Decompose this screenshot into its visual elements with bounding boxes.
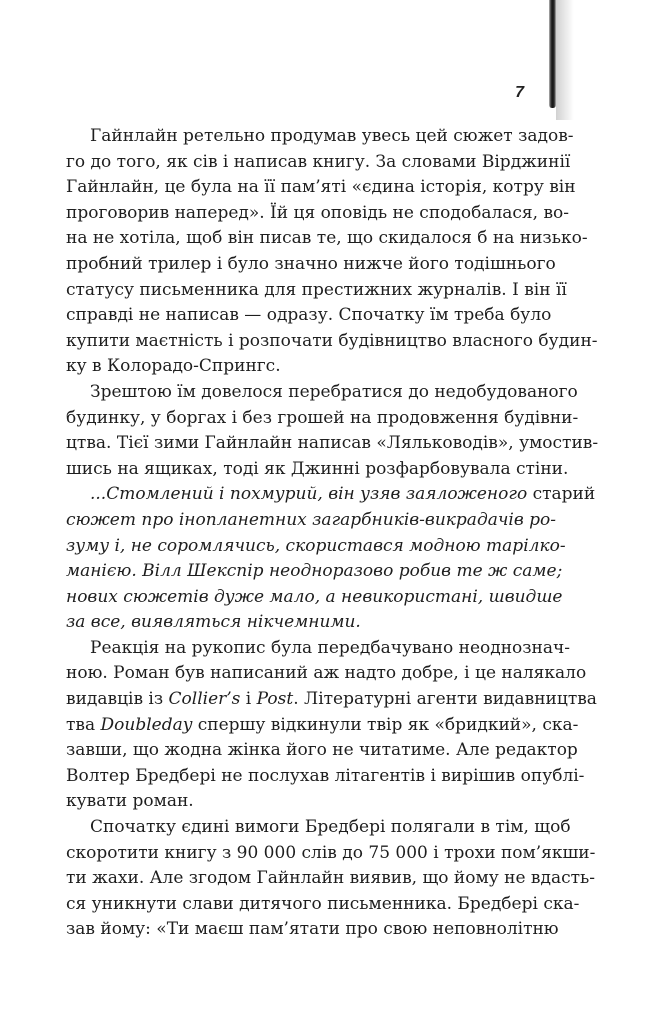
text-line: манією. Вілл Шекспір неодноразово робив те ж саме; [66, 561, 563, 582]
text-line: проговорив наперед». Їй ця оповідь не сподобалася, во- [66, 202, 569, 223]
text-line: ся уникнути слави дитячого письменника. Бредбері ска- [66, 893, 580, 914]
text-line: Зрештою їм довелося перебратися до недобудованого [90, 381, 578, 402]
text-line: купити маєтність і розпочати будівництво власного будин- [66, 330, 598, 351]
text-line: сюжет про інопланетних загарбників-викрадачів ро- [66, 509, 557, 530]
text-line [66, 687, 597, 713]
text-line: скоротити книгу з 90 000 слів до 75 000 і трохи пом’якши- [66, 842, 596, 863]
text-line: нових сюжетів дуже мало, а невикористані, швидше [66, 586, 563, 607]
text-segment: Doubleday [100, 714, 193, 735]
text-line: ти жахи. Але згодом Гайнлайн виявив, що йому не вдасть- [66, 868, 596, 889]
text-segment: Collier’s [168, 689, 241, 710]
text-segment: тва [66, 714, 101, 735]
text-line: ною. Роман був написаний аж надто добре, і це налякало [66, 663, 587, 684]
text-line: кувати роман. [66, 791, 194, 812]
page-edge-shadow [556, 0, 574, 120]
text-line: на не хотіла, щоб він писав те, що скидалося б на низько- [66, 228, 588, 249]
text-line: зуму і, не соромлячись, скористався модною тарілко- [66, 535, 566, 556]
text-line: шись на ящиках, тоді як Джинні розфарбовувала стіни. [66, 458, 569, 479]
text-segment: спершу відкинули твір як «бридкий», ска- [192, 714, 579, 735]
text-line: завши, що жодна жінка його не читатиме. Але редактор [66, 740, 578, 761]
text-segment: Post [256, 689, 294, 710]
text-line: Волтер Бредбері не послухав літагентів і вирішив опублі- [66, 765, 585, 786]
text-line [66, 482, 596, 508]
page-edge-mark [549, 0, 556, 108]
text-line: Гайнлайн ретельно продумав увесь цей сюжет задов- [90, 126, 574, 146]
body-text [66, 124, 599, 943]
page-number: 7 [515, 84, 524, 101]
text-line: будинку, у боргах і без грошей на продовження будівни- [66, 407, 579, 428]
text-segment: ...Стомлений і похмурий, він узяв заяложеного [90, 484, 528, 505]
text-line: го до того, як сів і написав книгу. За словами Вірджинії [66, 151, 571, 172]
text-line: зав йому: «Ти маєш пам’ятати про свою неповнолітню [66, 919, 559, 940]
text-line: статусу письменника для престижних журналів. І він її [66, 279, 567, 300]
text-segment: . Літературні агенти видавництва [293, 689, 597, 710]
text-line: пробний трилер і було значно нижче його тодішнього [66, 253, 556, 274]
text-line: ку в Колорадо-Спрингс. [66, 356, 281, 377]
text-line: справді не написав — одразу. Спочатку їм треба було [66, 305, 552, 326]
text-segment: старий [527, 484, 596, 505]
text-line: Спочатку єдині вимоги Бредбері полягали в тім, щоб [90, 817, 571, 838]
text-line: Гайнлайн, це була на її пам’яті «єдина історія, котру він [66, 177, 576, 198]
text-line: Реакція на рукопис була передбачувано неоднознач- [90, 637, 571, 658]
text-segment: і [240, 689, 257, 710]
text-line: за все, виявляться нікчемними. [66, 612, 361, 633]
text-line [66, 713, 579, 739]
text-segment: видавців із [66, 689, 169, 710]
text-line: цтва. Тієї зими Гайнлайн написав «Ляльководів», умостив- [66, 433, 599, 454]
